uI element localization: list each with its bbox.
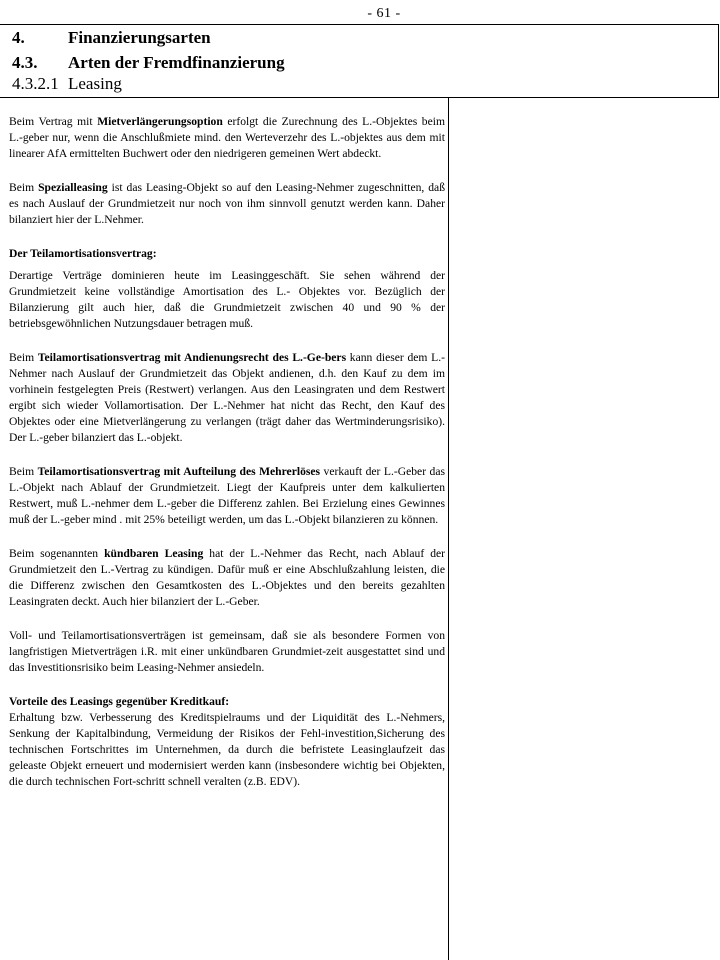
- heading-vorteile: Vorteile des Leasings gegenüber Kreditkauf:: [9, 695, 230, 708]
- text-span: erfolgt die Zurechnung des L.-Objektes beim L.-geber nur, wenn die Anschlußmiete mind. den Werteverzehr des L.-objektes aus dem mit linearer AfA ermittelten Buchwert oder den niedrigeren gemeinen Wert abdeckt.: [9, 115, 445, 160]
- text-span: Beim: [9, 181, 39, 194]
- body-text: [9, 114, 445, 790]
- text-span: hat der L.-Nehmer das Recht, nach Ablauf der Grundmietzeit den L.-Vertrag zu kündigen. Dafür muß er eine Abschlußzahlung leisten, die die Differenz zwischen den Gesamtkosten des L.-Objektes und den bereits gezahlten Leasingraten deckt. Auch hier bilanziert der L.-Geber.: [9, 547, 445, 608]
- paragraph-mietverlaengerungsoption: [9, 114, 445, 162]
- paragraph-vorteile: Erhaltung bzw. Verbesserung des Kreditspielraums und der Liquidität des L.-Nehmers, Senkung der Kapitalbindung, Vermeidung der Risikos der Fehl-investition,Sicherung des technischen Fortschrittes im Unternehmen, da durch die befristete Leasinglaufzeit das geleaste Objekt erneuert und modernisiert werden kann (insbesondere wichtig bei Objekten, die durch technischen Fort-schritt schnell veralten (z.B. EDV).: [9, 711, 445, 788]
- text-span: verkauft der L.-Geber das L.-Objekt nach Ablauf der Grundmietzeit. Liegt der Kaufpreis unter dem kalkulierten Restwert, muß L.-nehmer dem L.-geber die Differenz zahlen. Bei Erzielung eines Gewinnes muß der L.-geber mind . mit 25% beteiligt werden, um das L.-Objekt bilanzieren zu können.: [9, 465, 445, 526]
- text-span: Beim sogenannten: [9, 547, 105, 560]
- emphasis: Teilamortisationsvertrag mit Andienungsrecht des L.-Ge-bers: [37, 351, 347, 364]
- text-span: kann dieser dem L.-Nehmer nach Auslauf der Grundmietzeit das Objekt andienen, d.h. den Kauf zu dem im vorhinein festgelegten Preis (Restwert) verlangen. Aus den Leasingraten und dem Restwert ergibt sich wieder Vollamortisation. Der L.-Nehmer hat nicht das Recht, den Kauf des Objektes oder eine Mietverlängerung zu verlangen (trägt daher das Wertminderungsrisiko). Der L.-geber bilanziert das L.-objekt.: [9, 351, 445, 444]
- page-number: - 61 -: [367, 6, 401, 21]
- emphasis: Spezialleasing: [38, 181, 108, 194]
- paragraph-kuendbares-leasing: [9, 546, 445, 610]
- section-number: 4.3.: [12, 53, 38, 72]
- text-span: Beim: [9, 351, 38, 364]
- emphasis: kündbaren Leasing: [104, 547, 204, 560]
- text-span: Beim: [9, 465, 38, 478]
- chapter-title: Finanzierungsarten: [68, 28, 211, 47]
- paragraph-mehrerloes: [9, 464, 445, 528]
- paragraph-andienungsrecht: [9, 350, 445, 446]
- text-span: Beim Vertrag mit: [9, 115, 98, 128]
- section-header: [0, 24, 719, 98]
- paragraph-teilamortisation-intro: Derartige Verträge dominieren heute im Leasinggeschäft. Sie sehen während der Grundmietzeit keine vollständige Amortisation des L.- Objektes vor. Bezüglich der Bilanzierung gilt auch hier, daß die Grundmietzeit zwischen 40 und 90 % der betriebsgewöhnlichen Nutzungsdauer betragen muß.: [9, 269, 445, 330]
- section-title: Arten der Fremdfinanzierung: [68, 53, 285, 72]
- text-span: ist das Leasing-Objekt so auf den Leasing-Nehmer zugeschnitten, daß es nach Auslauf der Grundmietzeit nur noch von ihm sinnvoll genutzt werden kann. Daher bilanziert hier der L.Nehmer.: [9, 181, 445, 226]
- emphasis: Teilamortisationsvertrag mit Aufteilung des Mehrerlöses: [37, 465, 321, 478]
- subsection-number: 4.3.2.1: [12, 74, 59, 93]
- heading-teilamortisationsvertrag: Der Teilamortisationsvertrag:: [9, 247, 157, 260]
- emphasis: Mietverlängerungsoption: [97, 115, 223, 128]
- section-heading: [12, 53, 285, 73]
- chapter-number: 4.: [12, 28, 25, 47]
- chapter-heading: [12, 28, 211, 48]
- paragraph-gemeinsamkeit: Voll- und Teilamortisationsverträgen ist gemeinsam, daß sie als besondere Formen von langfristigen Mietverträgen i.R. mit einer unkündbaren Grundmiet-zeit ausgestattet sind und das Investitionsrisiko beim Leasing-Nehmer ansiedeln.: [9, 629, 445, 674]
- subsection-title: Leasing: [68, 74, 122, 93]
- subsection-heading: [12, 74, 122, 94]
- paragraph-spezialleasing: [9, 180, 445, 228]
- margin-rule: [448, 97, 449, 960]
